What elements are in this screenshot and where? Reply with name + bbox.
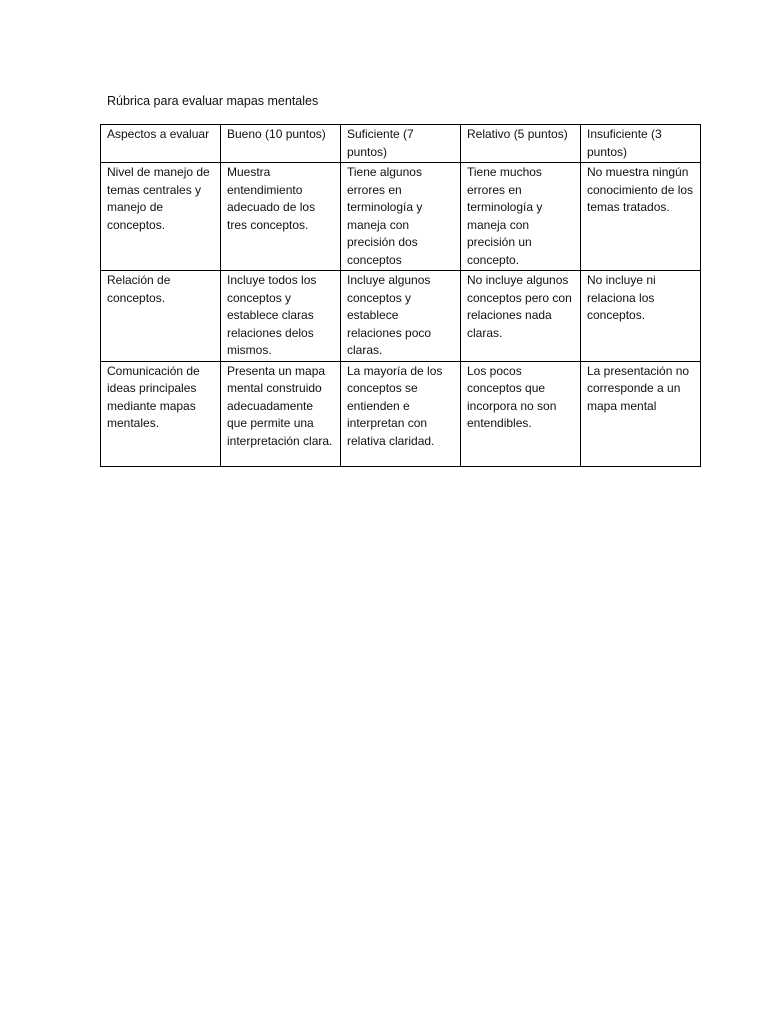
table-cell: Nivel de manejo de temas centrales y manejo de conceptos. bbox=[101, 163, 221, 271]
table-cell: La presentación no corresponde a un mapa mental bbox=[581, 361, 701, 466]
header-suficiente: Suficiente (7 puntos) bbox=[341, 125, 461, 163]
table-cell: Relación de conceptos. bbox=[101, 271, 221, 362]
table-cell: Tiene algunos errores en terminología y maneja con precisión dos conceptos bbox=[341, 163, 461, 271]
table-cell: Presenta un mapa mental construido adecuadamente que permite una interpretación clara. bbox=[221, 361, 341, 466]
table-cell: No incluye algunos conceptos pero con relaciones nada claras. bbox=[461, 271, 581, 362]
table-cell: Tiene muchos errores en terminología y maneja con precisión un concepto. bbox=[461, 163, 581, 271]
table-cell: Muestra entendimiento adecuado de los tres conceptos. bbox=[221, 163, 341, 271]
header-aspectos: Aspectos a evaluar bbox=[101, 125, 221, 163]
header-relativo: Relativo (5 puntos) bbox=[461, 125, 581, 163]
table-cell: No muestra ningún conocimiento de los temas tratados. bbox=[581, 163, 701, 271]
table-cell: Comunicación de ideas principales mediante mapas mentales. bbox=[101, 361, 221, 466]
table-row bbox=[101, 163, 701, 271]
table-cell: Incluye algunos conceptos y establece relaciones poco claras. bbox=[341, 271, 461, 362]
header-bueno: Bueno (10 puntos) bbox=[221, 125, 341, 163]
table-cell: La mayoría de los conceptos se entienden e interpretan con relativa claridad. bbox=[341, 361, 461, 466]
table-cell: Incluye todos los conceptos y establece claras relaciones delos mismos. bbox=[221, 271, 341, 362]
table-row bbox=[101, 271, 701, 362]
table-header-row bbox=[101, 125, 701, 163]
table-row bbox=[101, 361, 701, 466]
header-insuficiente: Insuficiente (3 puntos) bbox=[581, 125, 701, 163]
rubric-table bbox=[100, 124, 701, 467]
table-cell: No incluye ni relaciona los conceptos. bbox=[581, 271, 701, 362]
document-title: Rúbrica para evaluar mapas mentales bbox=[107, 94, 319, 108]
table-cell: Los pocos conceptos que incorpora no son entendibles. bbox=[461, 361, 581, 466]
